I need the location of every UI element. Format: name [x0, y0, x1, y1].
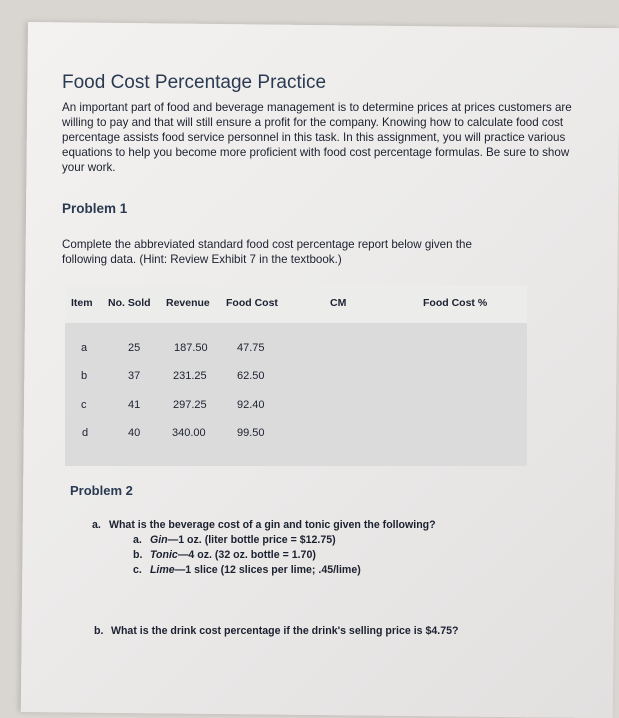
header-cm: CM	[330, 297, 347, 309]
header-food-cost: Food Cost	[226, 297, 278, 309]
cell-revenue: 231.25	[173, 370, 207, 382]
item-label: b.	[133, 549, 143, 561]
question-a-item-tonic	[133, 549, 316, 561]
question-a-text: What is the beverage cost of a gin and tonic given the following?	[108, 519, 436, 531]
cell-item: c	[81, 399, 87, 411]
item-label: a.	[133, 534, 142, 546]
cell-item: d	[82, 427, 89, 439]
food-cost-table	[65, 285, 527, 466]
cell-item: b	[81, 370, 88, 382]
cell-no-sold: 25	[128, 342, 141, 354]
problem-2-heading: Problem 2	[70, 483, 133, 498]
header-food-cost-pct: Food Cost %	[423, 297, 488, 309]
question-b-text: What is the drink cost percentage if the drink's selling price is $4.75?	[110, 625, 459, 637]
question-a-label: a.	[92, 519, 101, 531]
cell-no-sold: 40	[128, 427, 141, 439]
cell-food-cost: 62.50	[237, 370, 265, 382]
page-title: Food Cost Percentage Practice	[62, 72, 327, 93]
cell-food-cost: 47.75	[237, 342, 265, 354]
item-detail: —4 oz. (32 oz. bottle = 1.70)	[177, 549, 316, 561]
cell-revenue: 187.50	[174, 342, 208, 354]
cell-no-sold: 37	[128, 370, 141, 382]
question-b-label: b.	[94, 625, 104, 637]
cell-food-cost: 99.50	[237, 427, 265, 439]
header-no-sold: No. Sold	[108, 297, 151, 309]
cell-food-cost: 92.40	[237, 399, 265, 411]
question-b	[94, 625, 458, 637]
item-name: Lime	[149, 564, 175, 576]
item-name: Tonic	[149, 549, 178, 561]
item-detail: —1 oz. (liter bottle price = $12.75)	[167, 534, 336, 546]
cell-revenue: 297.25	[173, 399, 207, 411]
problem-1-instructions: Complete the abbreviated standard food cost percentage report below given the following data. (Hint: Review Exhibit 7 in the textbook.)	[62, 238, 472, 266]
question-a	[92, 519, 436, 531]
cell-item: a	[81, 342, 88, 354]
problem-1-heading: Problem 1	[62, 201, 128, 216]
question-a-item-gin	[133, 534, 336, 546]
item-label: c.	[133, 564, 142, 576]
question-a-item-lime	[133, 564, 361, 576]
table-header-row	[65, 285, 527, 323]
header-revenue: Revenue	[166, 297, 210, 309]
cell-no-sold: 41	[128, 399, 141, 411]
item-name: Gin	[149, 534, 168, 546]
intro-paragraph: An important part of food and beverage management is to determine prices at prices customers are willing to pay and that will still ensure a profit for the company. Knowing how to calculate food cost percentage assists food service personnel in this task. In this assignment, you will practice various equations to help you become more proficient with food cost percentage formulas. Be sure to show your work.	[62, 101, 572, 174]
header-item: Item	[71, 297, 93, 309]
cell-revenue: 340.00	[172, 427, 206, 439]
item-detail: —1 slice (12 slices per lime; .45/lime)	[174, 564, 361, 576]
